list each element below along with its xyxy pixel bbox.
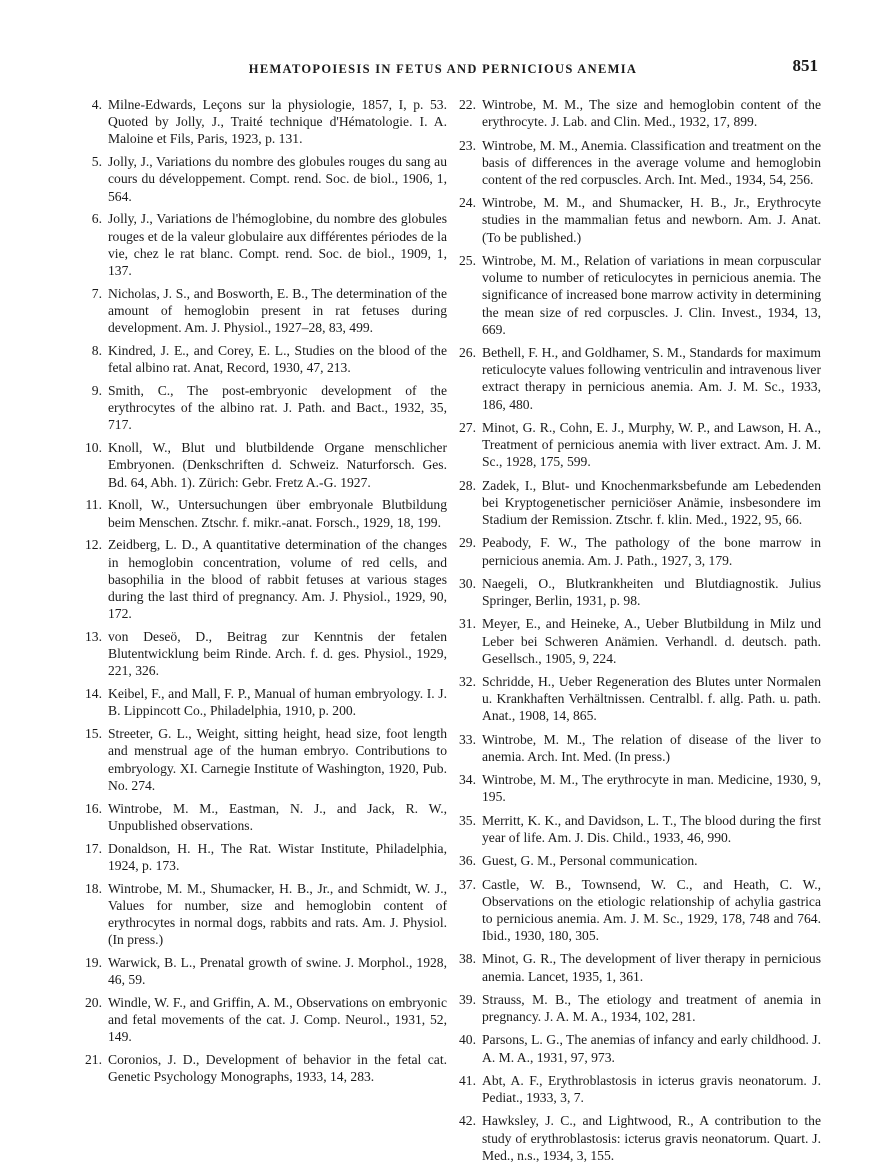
running-head: HEMATOPOIESIS IN FETUS AND PERNICIOUS ANEMIA — [248, 62, 638, 76]
reference-number: 25. — [459, 252, 476, 268]
reference-item — [82, 725, 447, 794]
reference-number: 6. — [91, 211, 102, 227]
reference-item — [82, 880, 447, 949]
reference-number: 28. — [459, 477, 476, 493]
reference-item — [456, 1031, 821, 1065]
reference-text: Abt, A. F., Erythroblastosis in icterus gravis neonatorum. J. Pediat., 1933, 3, 7. — [482, 1072, 821, 1106]
reference-number: 39. — [459, 991, 476, 1007]
reference-item — [456, 477, 821, 529]
reference-text: Windle, W. F., and Griffin, A. M., Observations on embryonic and fetal movements of the cat. J. Comp. Neurol., 1931, 52, 149. — [108, 995, 447, 1045]
reference-number: 29. — [459, 535, 476, 551]
reference-text: Minot, G. R., Cohn, E. J., Murphy, W. P., and Lawson, H. A., Treatment of pernicious anemia with liver extract. Am. J. M. Sc., 1928, 175, 599. — [482, 419, 821, 470]
reference-number: 36. — [459, 853, 476, 869]
reference-column-left — [82, 96, 447, 1091]
reference-number: 30. — [459, 575, 476, 591]
reference-item — [82, 954, 447, 988]
reference-text: Peabody, F. W., The pathology of the bone marrow in pernicious anemia. Am. J. Path., 1927, 3, 179. — [482, 535, 821, 568]
reference-number: 7. — [91, 285, 102, 301]
reference-text: Streeter, G. L., Weight, sitting height, head size, foot length and menstrual age of the human embryo. Contributions to embryology. XI. Carnegie Institute of Washington, 1920, Pub. No. 274. — [108, 726, 447, 793]
reference-number: 27. — [459, 419, 476, 435]
reference-text: Zeidberg, L. D., A quantitative determination of the changes in hemoglobin concentration, volume of red cells, and basophilia in the blood of rabbit fetuses at various stages during the last third of pregnancy. Am. J. Physiol., 1929, 90, 172. — [108, 537, 447, 622]
reference-item — [456, 876, 821, 945]
reference-item — [82, 342, 447, 376]
reference-text: Minot, G. R., The development of liver therapy in pernicious anemia. Lancet, 1935, 1, 361. — [482, 951, 821, 984]
reference-number: 15. — [85, 726, 102, 742]
reference-number: 8. — [91, 343, 102, 359]
reference-text: Jolly, J., Variations de l'hémoglobine, du nombre des globules rouges et de la valeur globulaire aux différentes périodes de la vie, chez le rat blanc. Compt. rend. Soc. de biol., 1909, 1, 137. — [108, 211, 447, 279]
reference-text: Jolly, J., Variations du nombre des globules rouges du sang au cours du développement. Compt. rend. Soc. de biol., 1906, 1, 564. — [108, 154, 447, 204]
reference-number: 5. — [91, 154, 102, 170]
reference-number: 35. — [459, 812, 476, 828]
reference-text: Wintrobe, M. M., Eastman, N. J., and Jack, R. W., Unpublished observations. — [108, 800, 447, 833]
reference-number: 20. — [85, 995, 102, 1011]
reference-text: Zadek, I., Blut- und Knochenmarksbefunde am Lebedenden bei Kryptogenetischer perniciöser Anämie, insbesondere im Stadium der Remission. Ztschr. f. klin. Med., 1922, 95, 66. — [482, 477, 821, 528]
reference-item — [456, 991, 821, 1025]
reference-item — [456, 615, 821, 667]
reference-text: Wintrobe, M. M., The size and hemoglobin content of the erythrocyte. J. Lab. and Clin. Med., 1932, 17, 899. — [482, 97, 821, 130]
reference-text: Parsons, L. G., The anemias of infancy and early childhood. J. A. M. A., 1931, 97, 973. — [482, 1032, 821, 1065]
reference-text: Wintrobe, M. M., Anemia. Classification and treatment on the basis of differences in the average volume and hemoglobin content of the red corpuscles. Arch. Int. Med., 1934, 54, 256. — [482, 137, 821, 187]
reference-number: 32. — [459, 674, 476, 690]
reference-text: Knoll, W., Blut und blutbildende Organe menschlicher Embryonen. (Denkschriften d. Schweiz. Naturforsch. Ges. Bd. 64, Abh. 1). Zürich: Gebr. Fretz A.-G. 1927. — [108, 440, 447, 490]
reference-number: 13. — [85, 629, 102, 645]
reference-item — [82, 153, 447, 205]
reference-number: 40. — [459, 1032, 476, 1048]
reference-item — [456, 96, 821, 130]
reference-number: 38. — [459, 951, 476, 967]
reference-item — [82, 1051, 447, 1085]
reference-item — [456, 1112, 821, 1163]
reference-item — [456, 852, 821, 869]
page-number: 851 — [792, 56, 818, 75]
reference-item — [456, 194, 821, 246]
reference-item — [456, 812, 821, 846]
reference-text: Meyer, E., and Heineke, A., Ueber Blutbildung in Milz und Leber bei Schweren Anämien. Verhandl. d. deutsch. path. Gesellsch., 1905, 9, 224. — [482, 616, 821, 666]
reference-text: Wintrobe, M. M., The erythrocyte in man. Medicine, 1930, 9, 195. — [482, 772, 821, 805]
reference-item — [82, 994, 447, 1046]
reference-text: Strauss, M. B., The etiology and treatment of anemia in pregnancy. J. A. M. A., 1934, 102, 281. — [482, 991, 821, 1025]
reference-item — [82, 439, 447, 491]
reference-text: Kindred, J. E., and Corey, E. L., Studies on the blood of the fetal albino rat. Anat, Record, 1930, 47, 213. — [108, 343, 447, 376]
reference-item — [82, 800, 447, 834]
reference-item — [82, 210, 447, 279]
reference-item — [82, 496, 447, 530]
reference-number: 19. — [85, 955, 102, 971]
reference-number: 14. — [85, 686, 102, 702]
reference-number: 9. — [91, 383, 102, 399]
reference-number: 22. — [459, 97, 476, 112]
reference-item — [456, 137, 821, 189]
reference-item — [82, 96, 447, 148]
reference-text: Naegeli, O., Blutkrankheiten und Blutdiagnostik. Julius Springer, Berlin, 1931, p. 98. — [482, 575, 821, 609]
reference-item — [82, 536, 447, 622]
reference-item — [456, 950, 821, 984]
reference-number: 11. — [85, 497, 102, 513]
reference-item — [456, 771, 821, 805]
reference-item — [82, 628, 447, 680]
reference-number: 41. — [459, 1072, 476, 1088]
reference-item — [82, 285, 447, 337]
reference-item — [456, 575, 821, 609]
reference-item — [456, 1072, 821, 1106]
reference-text: Warwick, B. L., Prenatal growth of swine. J. Morphol., 1928, 46, 59. — [108, 955, 447, 988]
reference-text: Wintrobe, M. M., Shumacker, H. B., Jr., and Schmidt, W. J., Values for number, size and hemoglobin content of erythrocytes in normal dogs, rabbits and rats. Am. J. Physiol. (In press.) — [108, 880, 447, 948]
reference-text: Keibel, F., and Mall, F. P., Manual of human embryology. I. J. B. Lippincott Co., Philadelphia, 1910, p. 200. — [108, 686, 447, 719]
reference-text: Wintrobe, M. M., and Shumacker, H. B., Jr., Erythrocyte studies in the mammalian fetus and newborn. Am. J. Anat. (To be published.) — [482, 195, 821, 245]
reference-item — [82, 685, 447, 719]
reference-column-right — [456, 96, 821, 1163]
reference-number: 12. — [85, 537, 102, 553]
reference-number: 16. — [85, 800, 102, 816]
reference-text: Coronios, J. D., Development of behavior in the fetal cat. Genetic Psychology Monographs, 1933, 14, 283. — [108, 1052, 447, 1085]
reference-text: Donaldson, H. H., The Rat. Wistar Institute, Philadelphia, 1924, p. 173. — [108, 840, 447, 873]
reference-item — [456, 731, 821, 765]
reference-number: 24. — [459, 195, 476, 211]
reference-number: 18. — [85, 880, 102, 896]
reference-text: Smith, C., The post-embryonic development of the erythrocytes of the albino rat. J. Path. and Bact., 1932, 35, 717. — [108, 383, 447, 433]
reference-number: 34. — [459, 772, 476, 788]
reference-text: Knoll, W., Untersuchungen über embryonale Blutbildung beim Menschen. Ztschr. f. mikr.-anat. Forsch., 1929, 18, 199. — [108, 497, 447, 530]
reference-text: Castle, W. B., Townsend, W. C., and Heath, C. W., Observations on the etiologic relationship of achylia gastrica to pernicious anemia. Am. J. M. Sc., 1929, 178, 748 and 764. Ibid., 1930, 180, 305. — [482, 876, 821, 944]
reference-item — [456, 534, 821, 568]
reference-number: 4. — [91, 97, 102, 112]
reference-number: 10. — [85, 440, 102, 456]
reference-item — [456, 252, 821, 338]
reference-text: Hawksley, J. C., and Lightwood, R., A contribution to the study of erythroblastosis: icterus gravis neonatorum. Quart. J. Med., n.s., 1934, 3, 155. — [482, 1113, 821, 1163]
reference-text: Schridde, H., Ueber Regeneration des Blutes unter Normalen u. Krankhaften Verhältnissen. Centralbl. f. allg. Path. u. path. Anat., 1908, 14, 865. — [482, 674, 821, 724]
reference-text: Nicholas, J. S., and Bosworth, E. B., The determination of the amount of hemoglobin present in rat fetuses during development. Am. J. Physiol., 1927–28, 83, 499. — [108, 285, 447, 336]
reference-item — [456, 673, 821, 725]
reference-number: 33. — [459, 731, 476, 747]
reference-item — [456, 419, 821, 471]
reference-text: Wintrobe, M. M., The relation of disease of the liver to anemia. Arch. Int. Med. (In press.) — [482, 731, 821, 764]
reference-number: 17. — [85, 840, 102, 856]
reference-item — [82, 382, 447, 434]
reference-text: Bethell, F. H., and Goldhamer, S. M., Standards for maximum reticulocyte values following ventriculin and intravenous liver extract therapy in pernicious anemia. Am. J. M. Sc., 1933, 186, 480. — [482, 345, 821, 412]
reference-text: Guest, G. M., Personal communication. — [482, 853, 698, 869]
reference-text: Merritt, K. K., and Davidson, L. T., The blood during the first year of life. Am. J. Dis. Child., 1933, 46, 990. — [482, 812, 821, 845]
reference-number: 37. — [459, 876, 476, 892]
reference-number: 23. — [459, 137, 476, 153]
reference-number: 31. — [459, 616, 476, 632]
reference-number: 21. — [85, 1052, 102, 1068]
reference-item — [456, 344, 821, 413]
reference-number: 26. — [459, 345, 476, 361]
reference-item — [82, 840, 447, 874]
reference-number: 42. — [459, 1113, 476, 1129]
reference-text: von Deseö, D., Beitrag zur Kenntnis der fetalen Blutentwicklung beim Rinde. Arch. f. d. ges. Physiol., 1929, 221, 326. — [108, 629, 447, 679]
reference-text: Wintrobe, M. M., Relation of variations in mean corpuscular volume to number of reticulocytes in pernicious anemia. The significance of increased bone marrow activity in determining the mean size of red corpuscles. J. Clin. Invest., 1934, 13, 669. — [482, 252, 821, 337]
reference-text: Milne-Edwards, Leçons sur la physiologie, 1857, I, p. 53. Quoted by Jolly, J., Traité technique d'Hématologie. I. A. Maloine et Fils, Paris, 1923, p. 131. — [108, 97, 447, 147]
